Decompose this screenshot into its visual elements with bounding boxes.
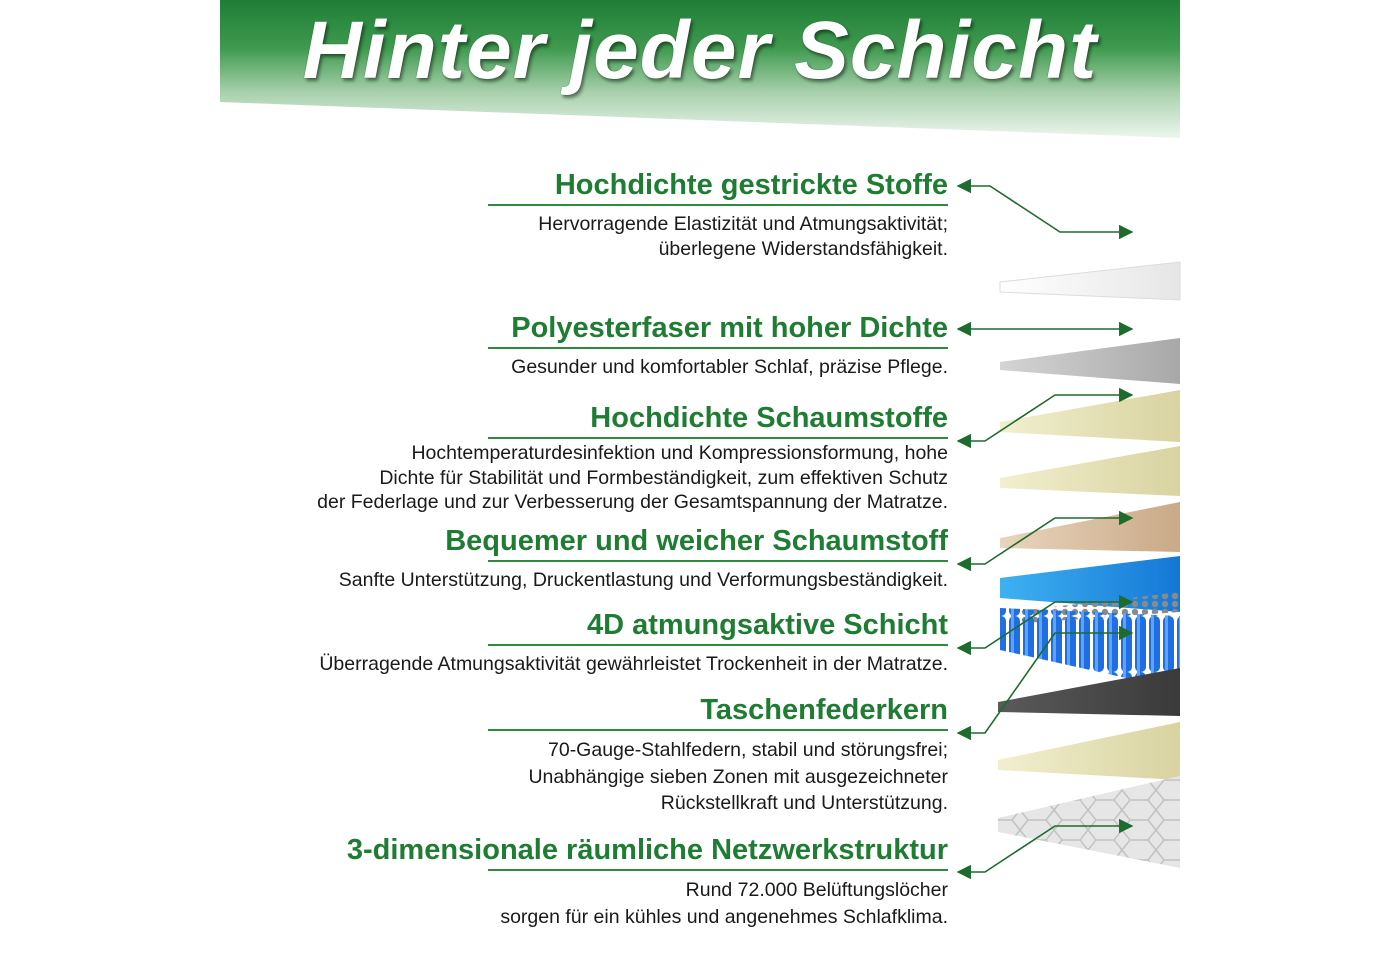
layer-description-line: der Federlage und zur Verbesserung der Gesamtspannung der Matratze.	[317, 491, 948, 513]
layer-polyester-fiber	[1000, 338, 1180, 384]
layer-comfort-foam	[1000, 502, 1180, 552]
layer-description	[488, 355, 948, 380]
layer-label-high-density-foam	[317, 401, 948, 515]
layer-description-line: Rückstellkraft und Unterstützung.	[660, 792, 948, 814]
layer-title: Bequemer und weicher Schaumstoff	[445, 525, 948, 557]
layer-description-line: 70-Gauge-Stahlfedern, stabil und störungsfrei;	[548, 739, 948, 761]
layer-description-line: sorgen für ein kühles und angenehmes Schlafklima.	[500, 906, 948, 928]
layer-description	[488, 212, 948, 261]
layer-divider	[488, 644, 948, 646]
layer-title: Hochdichte Schaumstoffe	[590, 402, 948, 434]
layer-divider	[488, 437, 948, 439]
layer-divider	[488, 560, 948, 562]
layer-high-density-foam-a	[1000, 390, 1180, 442]
layer-title: Taschenfederkern	[700, 694, 948, 726]
layer-description-line: überlegene Widerstandsfähigkeit.	[658, 237, 948, 260]
layer-description	[488, 737, 948, 817]
layer-label-pocket-springs	[488, 693, 948, 817]
layer-description-line: Überragende Atmungsaktivität gewährleistet Trockenheit in der Matratze.	[319, 653, 948, 675]
layer-label-polyester-fiber	[488, 311, 948, 380]
layer-description-line: Gesunder und komfortabler Schlaf, präzise Pflege.	[511, 356, 948, 378]
layer-description-line: Hervorragende Elastizität und Atmungsaktivität;	[538, 213, 948, 235]
layer-description	[347, 877, 948, 931]
layer-divider	[488, 347, 948, 349]
layer-label-4d-breathable	[319, 608, 948, 677]
layer-description	[339, 568, 948, 593]
layer-description-line: Sanfte Unterstützung, Druckentlastung und Verformungsbeständigkeit.	[338, 569, 948, 591]
layer-label-knit-fabric	[488, 168, 948, 261]
layer-title: 4D atmungsaktive Schicht	[587, 609, 948, 641]
layer-description-line: Hochtemperaturdesinfektion und Kompressionsformung, hohe	[411, 442, 948, 464]
layer-label-3d-mesh	[347, 833, 948, 931]
layer-bottom-foam	[998, 722, 1180, 780]
layer-description	[319, 652, 948, 677]
layer-divider	[488, 204, 948, 206]
banner-title: Hinter jeder Schicht	[302, 5, 1098, 96]
layer-knit-fabric	[1000, 262, 1180, 300]
layer-description	[317, 441, 948, 515]
layer-title: Polyesterfaser mit hoher Dichte	[511, 312, 948, 344]
layer-divider	[488, 729, 948, 731]
layer-title: Hochdichte gestrickte Stoffe	[554, 169, 948, 201]
layer-description-line: Unabhängige sieben Zonen mit ausgezeichneter	[528, 765, 948, 788]
layer-label-comfort-foam	[339, 524, 948, 593]
layer-title: 3-dimensionale räumliche Netzwerkstruktur	[346, 834, 948, 866]
layer-divider	[488, 869, 948, 871]
layer-high-density-foam-b	[1000, 446, 1180, 496]
layer-description-line: Dichte für Stabilität und Formbeständigkeit, zum effektiven Schutz	[379, 466, 948, 489]
layer-description-line: Rund 72.000 Belüftungslöcher	[685, 879, 948, 901]
